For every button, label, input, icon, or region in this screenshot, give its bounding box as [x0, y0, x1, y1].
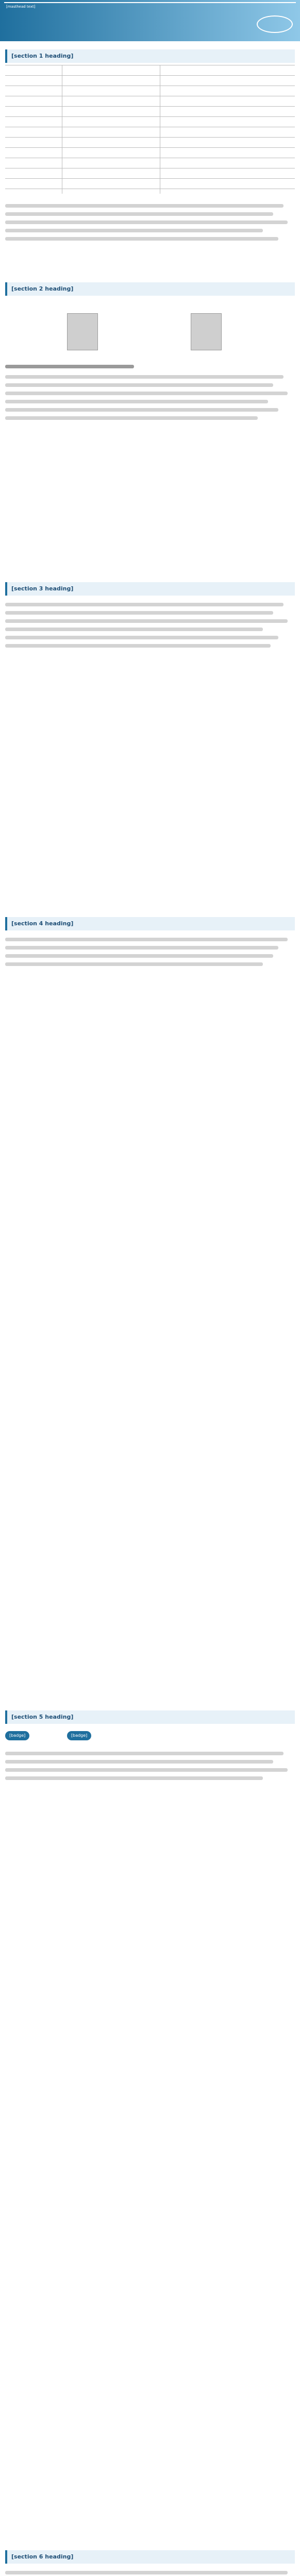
text-line: [5, 229, 263, 232]
section-2-text-placeholder: [5, 365, 295, 566]
text-line: [5, 212, 273, 216]
section-5-text-placeholder: [5, 1752, 295, 2524]
text-line: [5, 400, 268, 403]
text-line: [5, 954, 273, 958]
section-6: [5, 2550, 295, 2576]
section-6-text-placeholder: [5, 2571, 295, 2576]
table-rule: [5, 75, 295, 76]
table-rule: [5, 116, 295, 117]
section-3-text-placeholder: [5, 603, 295, 891]
text-line: [5, 1760, 273, 1764]
text-line: [5, 204, 284, 208]
text-line: [5, 408, 278, 412]
text-line: [5, 644, 271, 648]
section-2: [5, 282, 295, 571]
portrait-photo: [67, 313, 98, 350]
section-1-title: [section 1 heading]: [5, 49, 295, 63]
table-rule: [5, 106, 295, 107]
section-3: [5, 582, 295, 902]
text-line: [5, 1768, 288, 1772]
masthead: [0, 0, 300, 41]
section-5-title: [section 5 heading]: [5, 1710, 295, 1724]
text-line: [5, 416, 258, 420]
section-4: [5, 917, 295, 1690]
section-1: [5, 49, 295, 271]
section-2-title: [section 2 heading]: [5, 282, 295, 296]
section-4-text-placeholder: [5, 938, 295, 1680]
section-3-title: [section 3 heading]: [5, 582, 295, 596]
masthead-text: [masthead text]: [6, 5, 36, 9]
portrait-photo: [191, 313, 222, 350]
text-line: [5, 2571, 288, 2574]
text-line: [5, 619, 288, 623]
text-line: [5, 946, 278, 950]
section-6-title: [section 6 heading]: [5, 2550, 295, 2564]
section-badge: [badge]: [5, 1731, 29, 1740]
text-line: [5, 383, 273, 387]
text-line: [5, 365, 134, 368]
section-1-table: [5, 65, 295, 194]
text-line: [5, 1752, 284, 1755]
text-line: [5, 375, 284, 379]
text-line: [5, 221, 288, 224]
text-line: [5, 1776, 263, 1780]
text-line: [5, 962, 263, 966]
masthead-logo-icon: [257, 15, 293, 33]
text-line: [5, 628, 263, 631]
text-line: [5, 636, 278, 639]
section-badge: [badge]: [67, 1731, 91, 1740]
table-rule: [5, 137, 295, 138]
text-line: [5, 603, 284, 606]
text-line: [5, 611, 273, 615]
section-1-text-placeholder: [5, 204, 295, 266]
table-rule: [5, 147, 295, 148]
text-line: [5, 938, 288, 941]
masthead-top-rule: [4, 2, 296, 3]
section-4-title: [section 4 heading]: [5, 917, 295, 930]
section-5: [5, 1710, 295, 2535]
table-rule: [5, 178, 295, 179]
text-line: [5, 392, 288, 395]
text-line: [5, 237, 278, 241]
